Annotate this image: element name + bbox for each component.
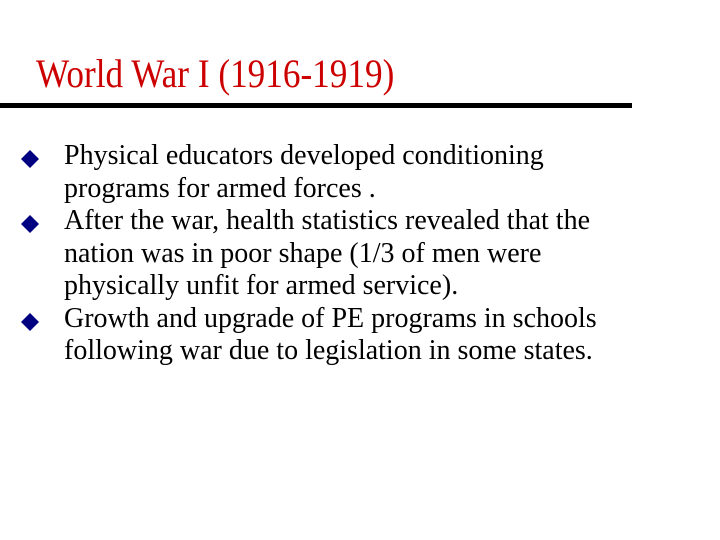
bullet-list [18,140,708,368]
bullet-item [18,140,708,205]
bullet-item [18,303,708,368]
bullet-text-line: programs for armed forces . [64,172,376,204]
diamond-bullet-icon [20,214,40,234]
bullet-text-line: After the war, health statistics revealed that the [64,205,590,236]
slide-title: World War I (1916-1919) [36,51,395,96]
bullet-item [18,205,708,303]
bullet-text-line: physically unfit for armed service). [64,270,459,301]
diamond-bullet-icon [20,149,40,169]
title-underline [0,103,632,108]
bullet-text-line: nation was in poor shape (1/3 of men were [64,237,542,269]
bullet-text-line: following war due to legislation in some states. [64,335,593,366]
diamond-bullet-icon [20,312,40,332]
bullet-text-line: Physical educators developed conditioning [64,140,544,171]
bullet-text-line: Growth and upgrade of PE programs in schools [64,302,597,334]
